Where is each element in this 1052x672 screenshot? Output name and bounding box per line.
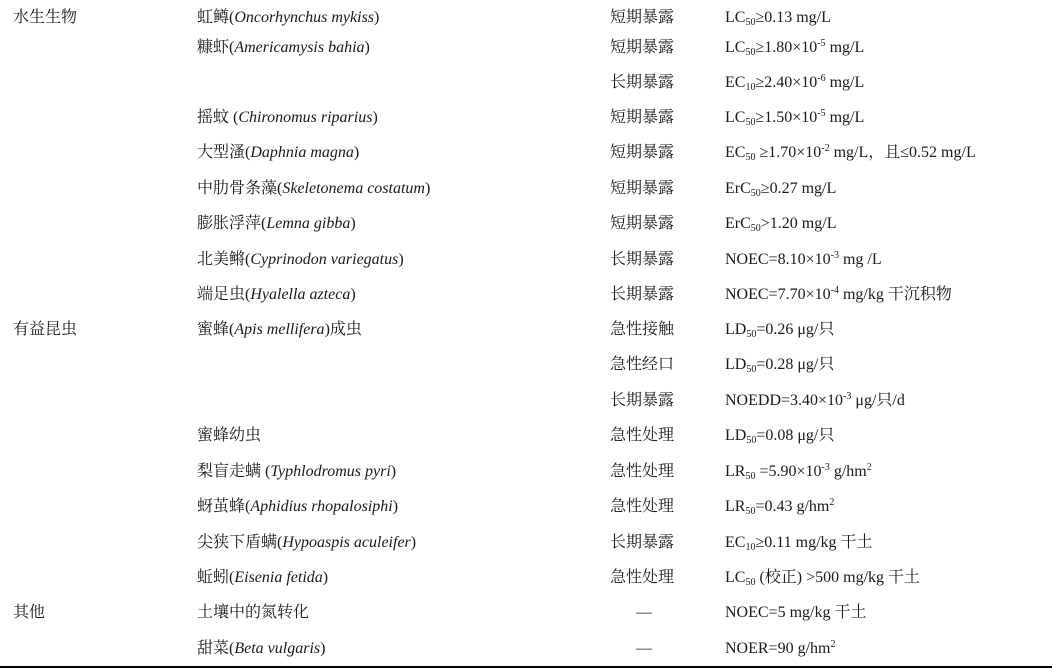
text-run: ErC <box>725 180 751 197</box>
table-row <box>0 347 1052 382</box>
endpoint-value-cell <box>725 171 836 206</box>
text-run: μg/只/d <box>851 392 905 409</box>
endpoint-value-cell <box>725 30 864 65</box>
category-cell: 水生生物 <box>13 9 78 26</box>
exposure-cell: 急性处理 <box>610 427 675 444</box>
endpoint-value-cell <box>725 489 834 524</box>
text-run: 北美鳉( <box>197 251 251 268</box>
text-run: ) <box>350 215 356 232</box>
endpoint-value-cell <box>725 454 872 489</box>
superscript: -5 <box>817 38 826 49</box>
category-cell: 其他 <box>13 604 46 621</box>
text-run: NOEC=8.10×10 <box>725 251 831 268</box>
text-run: LR <box>725 498 746 515</box>
text-run: 蜜蜂幼虫 <box>197 427 262 444</box>
text-run: mg/kg 干沉积物 <box>838 286 952 303</box>
table-row <box>0 312 1052 347</box>
text-run: 端足虫( <box>197 286 251 303</box>
exposure-cell: 长期暴露 <box>610 286 675 303</box>
text-run: LC <box>725 569 746 586</box>
text-run: NOEC=5 mg/kg 干土 <box>725 604 867 621</box>
text-run: =0.28 μg/只 <box>756 356 835 373</box>
latin-name: Typhlodromus pyri <box>270 463 391 480</box>
exposure-cell: 短期暴露 <box>610 39 675 56</box>
text-run: ≥1.50×10 <box>755 109 818 126</box>
table-row <box>0 383 1052 418</box>
species-cell <box>197 595 309 630</box>
endpoint-value-cell <box>725 242 882 277</box>
superscript: -6 <box>817 73 826 84</box>
table-row <box>0 454 1052 489</box>
text-run: 甜菜( <box>197 640 235 657</box>
text-run: ≥2.40×10 <box>755 74 818 91</box>
exposure-cell: 急性经口 <box>610 356 675 373</box>
latin-name: Cyprinodon variegatus <box>250 251 399 268</box>
text-run: LR <box>725 463 746 480</box>
species-cell <box>197 489 398 524</box>
endpoint-value-cell <box>725 135 976 170</box>
text-run: ≥1.70×10 <box>755 144 822 161</box>
subscript: 50 <box>746 329 757 340</box>
species-cell <box>197 242 404 277</box>
table-row <box>0 560 1052 595</box>
text-run: LD <box>725 356 747 373</box>
endpoint-value-cell <box>725 347 834 382</box>
text-run: ) <box>410 534 417 551</box>
species-cell <box>197 277 356 312</box>
species-cell <box>197 30 370 65</box>
latin-name: Daphnia magna <box>250 144 354 161</box>
table-row <box>0 171 1052 206</box>
subscript: 50 <box>746 435 757 446</box>
species-cell <box>197 206 356 241</box>
endpoint-value-cell <box>725 277 952 312</box>
text-run: =0.26 μg/只 <box>756 321 835 338</box>
exposure-cell: 急性处理 <box>610 463 675 480</box>
text-run: EC <box>725 144 746 161</box>
table-row <box>0 489 1052 524</box>
text-run: =0.43 g/hm <box>755 498 830 515</box>
text-run: NOER=90 g/hm <box>725 640 831 657</box>
endpoint-value-cell <box>725 65 864 100</box>
subscript: 50 <box>750 188 761 199</box>
text-run: EC <box>725 74 746 91</box>
exposure-cell: 急性接触 <box>610 321 675 338</box>
subscript: 10 <box>745 542 756 553</box>
text-run: 土壤中的氮转化 <box>197 604 310 621</box>
text-run: 糠虾( <box>197 39 235 56</box>
superscript: -2 <box>821 143 830 154</box>
text-run: 蚯蚓( <box>197 569 235 586</box>
text-run: >1.20 mg/L <box>760 215 837 232</box>
exposure-cell: 短期暴露 <box>610 9 675 26</box>
text-run: 中肋骨条藻( <box>197 180 283 197</box>
text-run: mg/L <box>825 109 865 126</box>
subscript: 50 <box>750 223 761 234</box>
text-run: mg/L <box>825 39 865 56</box>
latin-name: Aphidius rhopalosiphi <box>250 498 393 515</box>
table-row <box>0 277 1052 312</box>
text-run: 尖狭下盾螨( <box>197 534 283 551</box>
text-run: LC <box>725 9 746 26</box>
subscript: 50 <box>745 117 756 128</box>
endpoint-value-cell <box>725 383 905 418</box>
superscript: -5 <box>817 108 826 119</box>
category-cell: 有益昆虫 <box>13 321 78 338</box>
superscript: -3 <box>830 250 839 261</box>
text-run: ) <box>374 9 380 26</box>
exposure-cell: 急性处理 <box>610 569 675 586</box>
superscript: -4 <box>830 285 839 296</box>
latin-name: Hypoaspis aculeifer <box>282 534 411 551</box>
exposure-cell: 长期暴露 <box>610 74 675 91</box>
latin-name: Lemna gibba <box>266 215 351 232</box>
table-row <box>0 30 1052 65</box>
superscript: 2 <box>829 497 835 508</box>
latin-name: Oncorhynchus mykiss <box>234 9 375 26</box>
text-run: ) <box>320 640 326 657</box>
exposure-cell: 长期暴露 <box>610 534 675 551</box>
species-cell <box>197 135 359 170</box>
text-run: ≥0.27 mg/L <box>760 180 837 197</box>
text-run: ) <box>350 286 356 303</box>
table-row <box>0 418 1052 453</box>
text-run: EC <box>725 534 746 551</box>
text-run: NOEC=7.70×10 <box>725 286 831 303</box>
text-run: 摇蚊 ( <box>197 109 239 126</box>
species-cell <box>197 560 328 595</box>
text-run: ) <box>364 39 370 56</box>
text-run: mg/L，且≤0.52 mg/L <box>829 144 976 161</box>
text-run: =5.90×10 <box>755 463 822 480</box>
latin-name: Apis mellifera <box>234 321 325 338</box>
table-row <box>0 631 1052 666</box>
table-row <box>0 525 1052 560</box>
exposure-cell: — <box>636 640 652 657</box>
exposure-cell: 长期暴露 <box>610 251 675 268</box>
latin-name: Hyalella azteca <box>250 286 351 303</box>
latin-name: Eisenia fetida <box>234 569 323 586</box>
exposure-cell: 长期暴露 <box>610 392 675 409</box>
latin-name: Americamysis bahia <box>234 39 365 56</box>
latin-name: Skeletonema costatum <box>282 180 425 197</box>
text-run: 虹鳟( <box>197 9 235 26</box>
text-run: ) <box>322 569 329 586</box>
superscript: -3 <box>843 391 852 402</box>
text-run: LC <box>725 109 746 126</box>
table-row <box>0 65 1052 100</box>
text-run: ) <box>372 109 378 126</box>
exposure-cell: 短期暴露 <box>610 144 675 161</box>
text-run: 膨胀浮萍( <box>197 215 267 232</box>
endpoint-value-cell <box>725 631 835 666</box>
exposure-cell: 急性处理 <box>610 498 675 515</box>
text-run: ) <box>424 180 431 197</box>
subscript: 50 <box>745 47 756 58</box>
text-run: mg /L <box>838 251 882 268</box>
text-run: 蚜茧蜂( <box>197 498 251 515</box>
latin-name: Chironomus riparius <box>238 109 373 126</box>
text-run: )成虫 <box>324 321 362 338</box>
endpoint-value-cell <box>725 418 834 453</box>
species-cell <box>197 171 430 206</box>
text-run: ) <box>353 144 360 161</box>
table-row <box>0 100 1052 135</box>
text-run: LD <box>725 427 747 444</box>
text-run: =0.08 μg/只 <box>756 427 835 444</box>
endpoint-value-cell <box>725 206 836 241</box>
subscript: 50 <box>745 17 756 28</box>
text-run: ≥0.13 mg/L <box>755 9 831 26</box>
latin-name: Beta vulgaris <box>234 640 321 657</box>
species-cell <box>197 100 378 135</box>
exposure-cell: 短期暴露 <box>610 215 675 232</box>
endpoint-value-cell <box>725 100 864 135</box>
text-run: 蜜蜂( <box>197 321 235 338</box>
species-cell <box>197 418 261 453</box>
text-run: ) <box>392 498 399 515</box>
exposure-cell: 短期暴露 <box>610 180 675 197</box>
text-run: (校正) >500 mg/kg 干土 <box>755 569 921 586</box>
superscript: 2 <box>866 462 872 473</box>
table-row <box>0 595 1052 630</box>
text-run: NOEDD=3.40×10 <box>725 392 844 409</box>
table-bottom-rule <box>0 666 1052 668</box>
species-cell <box>197 631 325 666</box>
subscript: 50 <box>746 364 757 375</box>
superscript: 2 <box>830 639 836 650</box>
text-run: ) <box>390 463 397 480</box>
species-cell <box>197 525 416 560</box>
endpoint-value-cell <box>725 312 834 347</box>
text-run: mg/L <box>825 74 865 91</box>
subscript: 50 <box>745 577 756 588</box>
text-run: ≥0.11 mg/kg 干土 <box>755 534 873 551</box>
text-run: LD <box>725 321 747 338</box>
species-cell <box>197 312 362 347</box>
text-run: LC <box>725 39 746 56</box>
subscript: 50 <box>745 471 756 482</box>
table-row <box>0 135 1052 170</box>
table-row <box>0 206 1052 241</box>
superscript: -3 <box>821 462 830 473</box>
text-run: ) <box>398 251 404 268</box>
endpoint-value-cell <box>725 595 866 630</box>
endpoint-value-cell <box>725 525 873 560</box>
text-run: ErC <box>725 215 751 232</box>
table-row <box>0 242 1052 277</box>
subscript: 50 <box>745 506 756 517</box>
species-cell <box>197 454 396 489</box>
text-run: g/hm <box>829 463 867 480</box>
exposure-cell: 短期暴露 <box>610 109 675 126</box>
subscript: 50 <box>745 152 756 163</box>
exposure-cell: — <box>636 604 652 621</box>
text-run: 大型溞( <box>197 144 251 161</box>
text-run: 梨盲走螨 ( <box>197 463 271 480</box>
text-run: ≥1.80×10 <box>755 39 818 56</box>
endpoint-value-cell <box>725 560 920 595</box>
subscript: 10 <box>745 82 756 93</box>
